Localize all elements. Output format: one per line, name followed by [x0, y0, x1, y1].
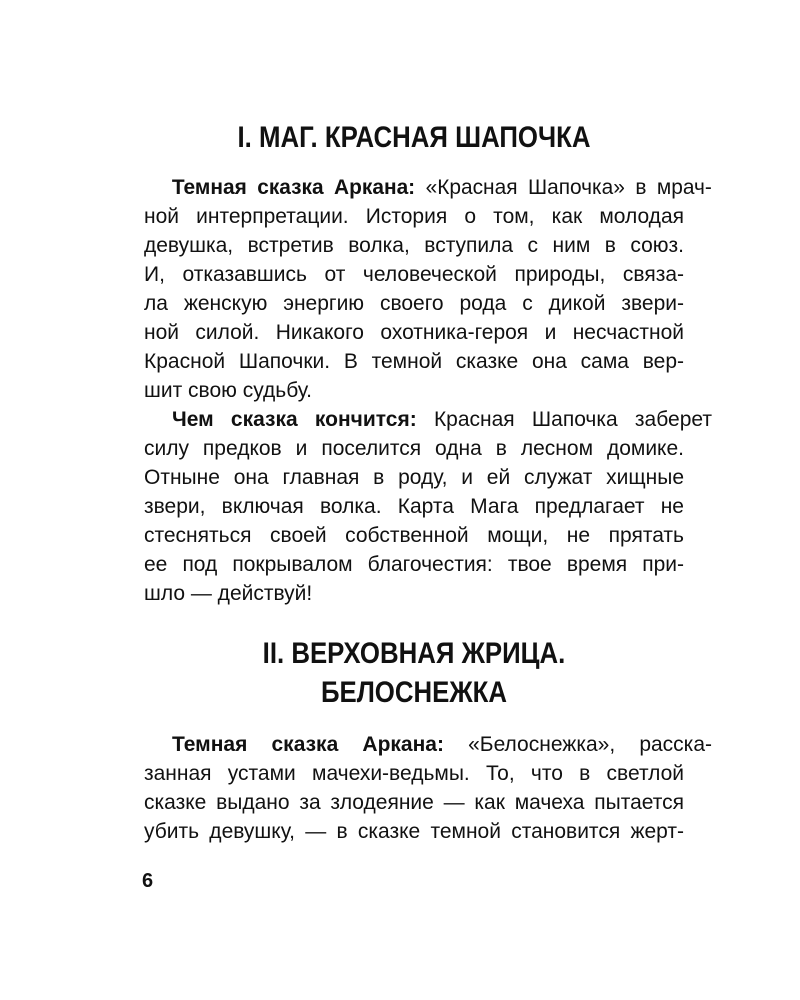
- text-line: шит свою судьбу.: [144, 379, 313, 402]
- text-line: занная устами мачехи-ведьмы. То, что в светлой: [144, 762, 684, 785]
- text-line: ной интерпретации. История о том, как молодая: [144, 205, 684, 228]
- paragraph-label: Темная сказка Аркана:: [172, 733, 444, 756]
- section-1-paragraph-1: [144, 173, 712, 405]
- text-line: стесняться своей собственной мощи, не прятать: [144, 524, 684, 547]
- text-line: Темная сказка Аркана: «Белоснежка», расска-: [172, 733, 712, 756]
- text-line: Красной Шапочки. В темной сказке она сама вер-: [144, 350, 684, 373]
- text-line: ее под покрывалом благочестия: твое время при-: [144, 553, 684, 576]
- text-line: звери, включая волка. Карта Мага предлагает не: [144, 495, 684, 518]
- text-line: И, отказавшись от человеческой природы, связа-: [144, 263, 684, 286]
- section-1-title-text: I. МАГ. КРАСНАЯ ШАПОЧКА: [237, 121, 591, 154]
- page-number: 6: [142, 870, 154, 892]
- text-line: шло — действуй!: [144, 582, 313, 605]
- text-line: ла женскую энергию своего рода с дикой звери-: [144, 292, 684, 315]
- text-line: силу предков и поселится одна в лесном домике.: [144, 437, 684, 460]
- section-2-paragraph-1: [144, 730, 712, 846]
- text-line: девушка, встретив волка, вступила с ним в союз.: [144, 234, 684, 257]
- text-line: убить девушку, — в сказке темной становится жерт-: [144, 820, 684, 843]
- text-line: Темная сказка Аркана: «Красная Шапочка» в мрач-: [171, 176, 712, 199]
- text-line: Отныне она главная в роду, и ей служат хищные: [144, 466, 684, 489]
- section-2-title-line-2: БЕЛОСНЕЖКА: [320, 676, 508, 709]
- section-1-title: [182, 118, 646, 157]
- text-line: Чем сказка кончится: Красная Шапочка заберет: [172, 408, 712, 431]
- section-1-paragraph-2: [144, 405, 712, 608]
- paragraph-label: Темная сказка Аркана:: [171, 176, 416, 199]
- section-2-title-line-1: II. ВЕРХОВНАЯ ЖРИЦА.: [262, 637, 566, 670]
- page-content: [144, 112, 712, 846]
- text-line: сказке выдано за злодеяние — как мачеха пытается: [144, 791, 684, 814]
- section-2-title: [182, 634, 646, 712]
- text-line: ной силой. Никакого охотника-героя и несчастной: [144, 321, 684, 344]
- paragraph-label: Чем сказка кончится:: [172, 408, 417, 431]
